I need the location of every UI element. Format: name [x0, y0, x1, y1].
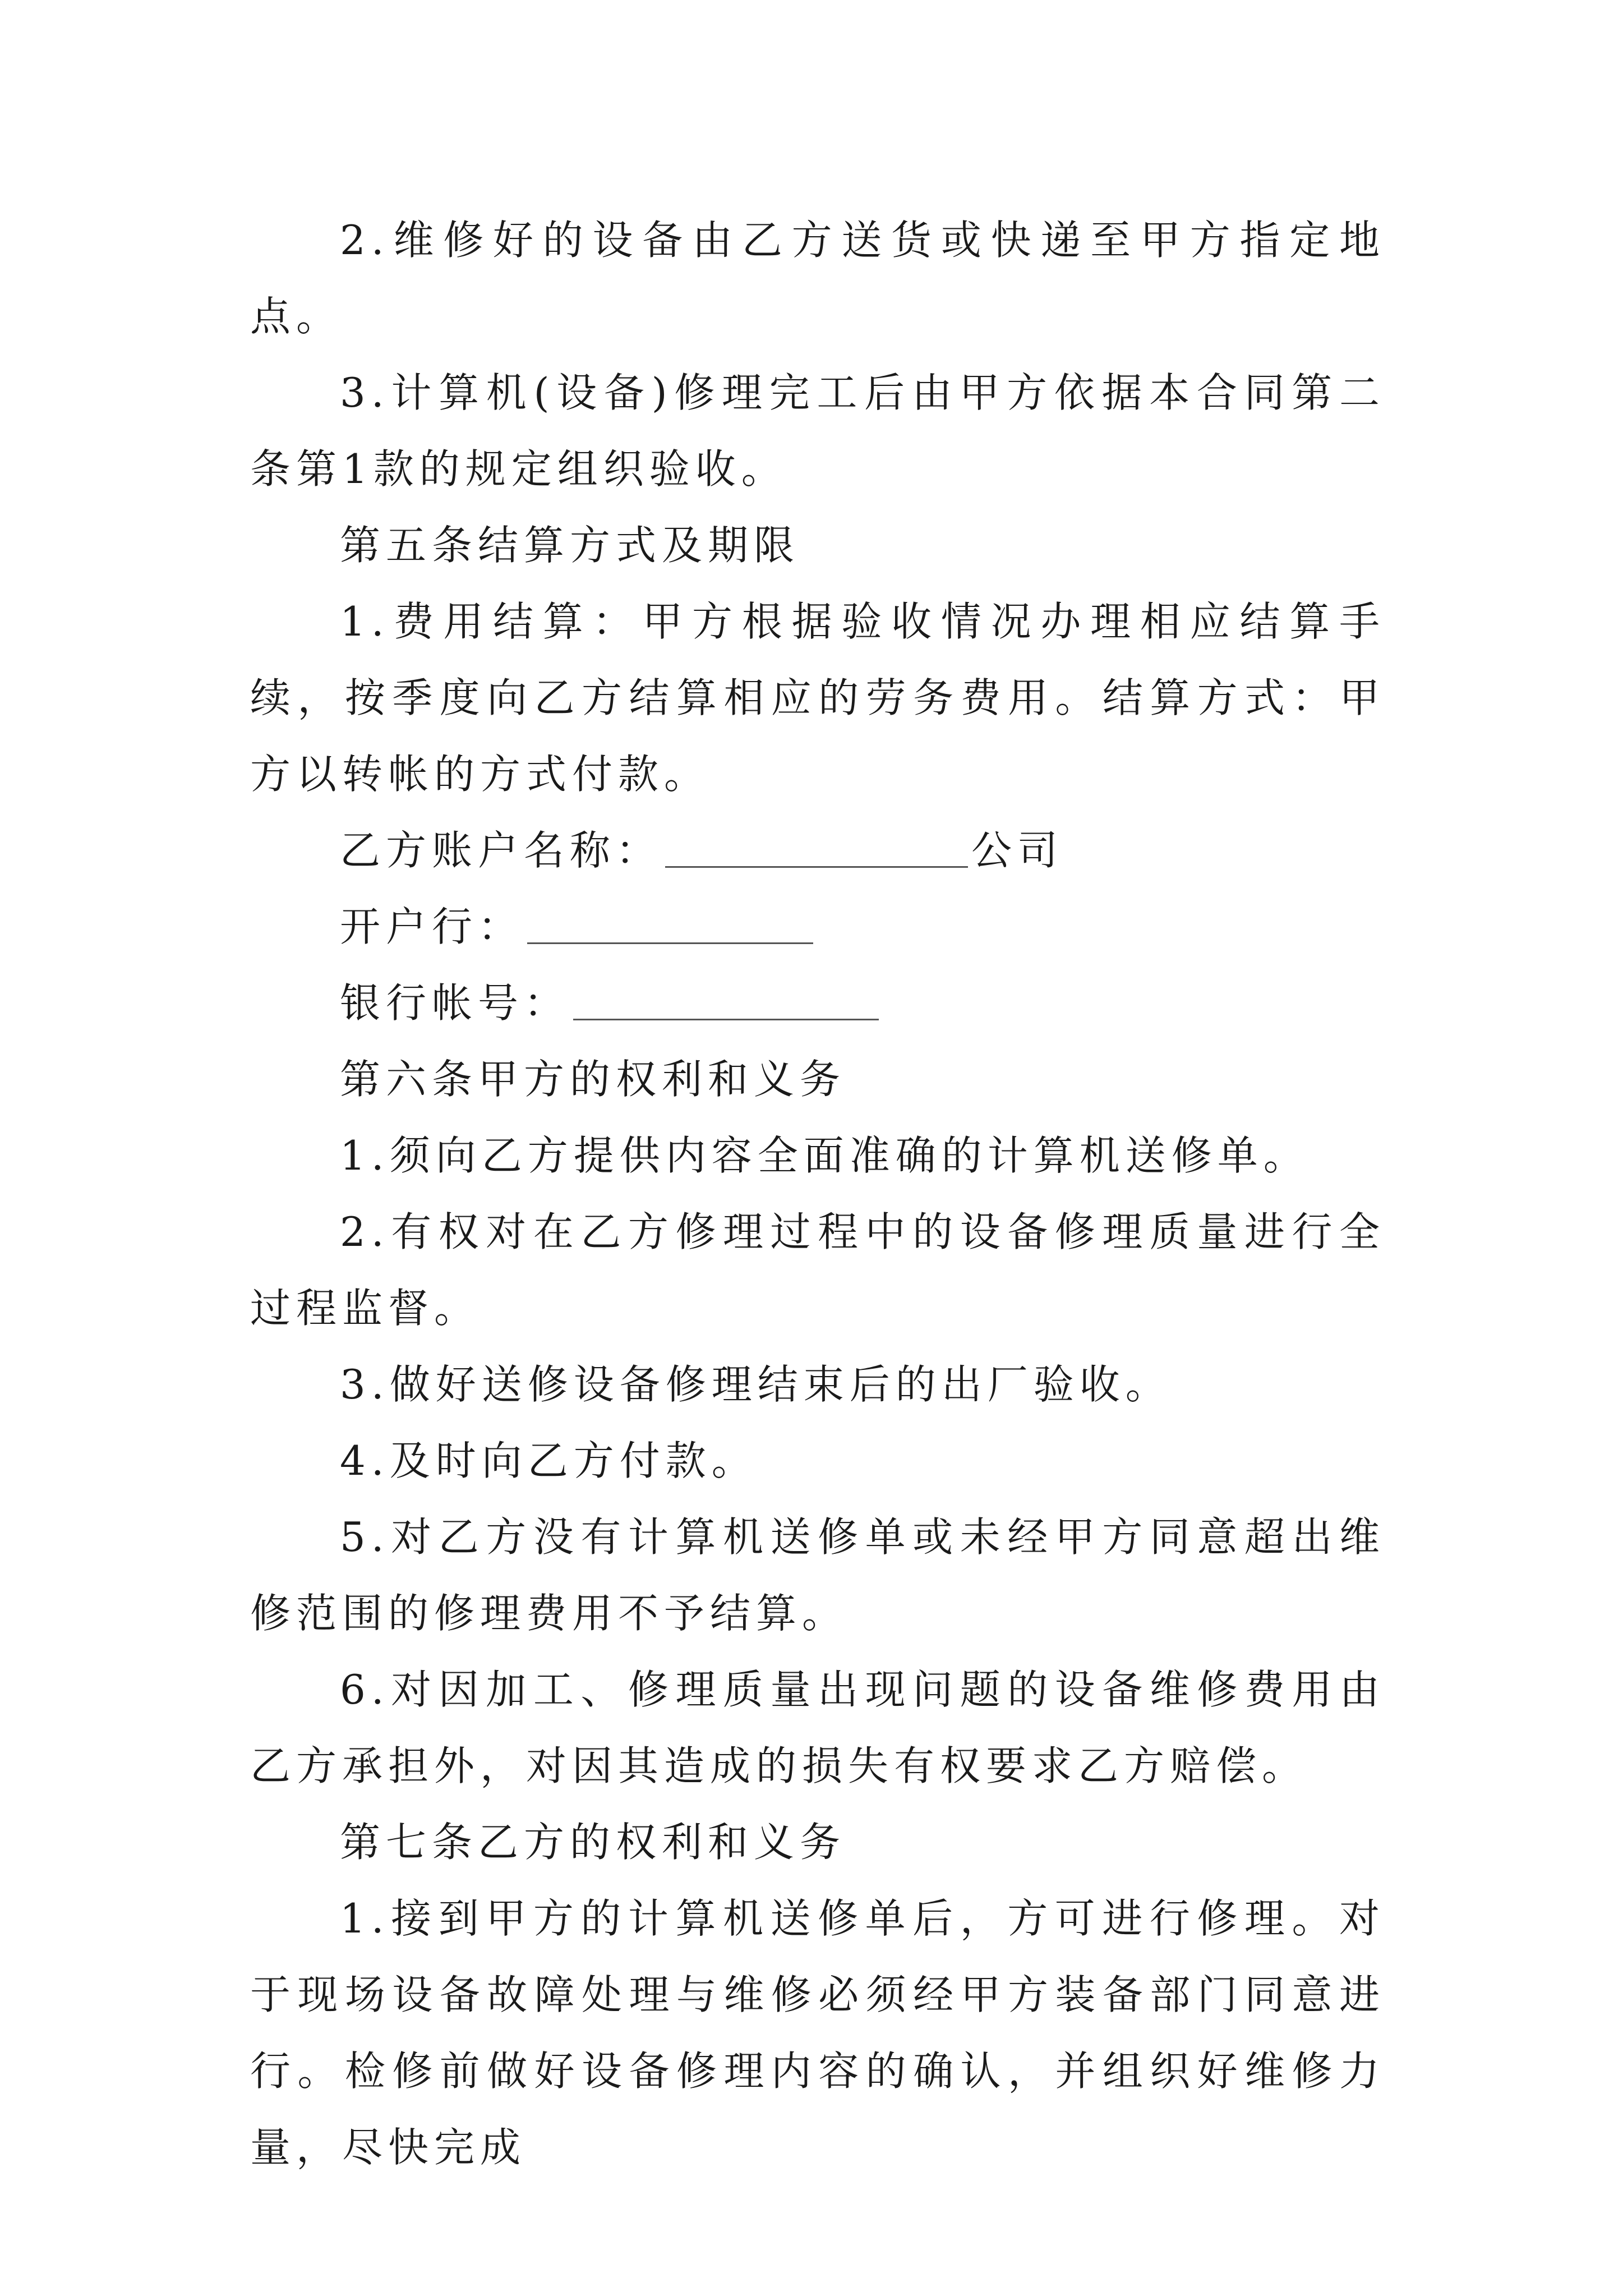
- bank-blank: [527, 898, 813, 944]
- account-name-suffix: 公司: [971, 827, 1064, 874]
- clause-6-item-5: 5.对乙方没有计算机送修单或未经甲方同意超出维修范围的修理费用不予结算。: [250, 1513, 1385, 1637]
- account-number-line: [250, 965, 1385, 1041]
- bank-line: [250, 889, 1385, 965]
- account-name-line: [250, 812, 1385, 889]
- account-number-blank: [573, 974, 879, 1020]
- clause-4-item-3: 3.计算机(设备)修理完工后由甲方依据本合同第二条第1款的规定组织验收。: [250, 369, 1385, 493]
- clause-6-item-4: 4.及时向乙方付款。: [340, 1437, 758, 1484]
- document-page: [250, 202, 1385, 2185]
- clause-5-item-1: 1.费用结算：甲方根据验收情况办理相应结算手续，按季度向乙方结算相应的劳务费用。结算方式：甲方以转帐的方式付款。: [250, 598, 1385, 798]
- clause-5-heading: 第五条结算方式及期限: [340, 522, 800, 569]
- clause-6-item-6: 6.对因加工、修理质量出现问题的设备维修费用由乙方承担外，对因其造成的损失有权要求乙方赔偿。: [250, 1666, 1385, 1789]
- clause-6-heading: 第六条甲方的权利和义务: [340, 1056, 846, 1103]
- clause-4-item-2: 2.维修好的设备由乙方送货或快递至甲方指定地点。: [250, 217, 1385, 340]
- clause-7-item-1: 1.接到甲方的计算机送修单后，方可进行修理。对于现场设备故障处理与维修必须经甲方装备部门同意进行。检修前做好设备修理内容的确认，并组织好维修力量，尽快完成: [250, 1895, 1385, 2171]
- clause-6-item-1: 1.须向乙方提供内容全面准确的计算机送修单。: [340, 1132, 1310, 1179]
- clause-6-item-3: 3.做好送修设备修理结束后的出厂验收。: [340, 1361, 1172, 1408]
- clause-7-heading: 第七条乙方的权利和义务: [340, 1819, 846, 1866]
- account-name-blank: [665, 821, 968, 868]
- bank-label: 开户行：: [340, 903, 524, 950]
- clause-6-item-2: 2.有权对在乙方修理过程中的设备修理质量进行全过程监督。: [250, 1208, 1385, 1332]
- account-number-label: 银行帐号：: [340, 979, 570, 1027]
- account-name-label: 乙方账户名称：: [340, 827, 662, 874]
